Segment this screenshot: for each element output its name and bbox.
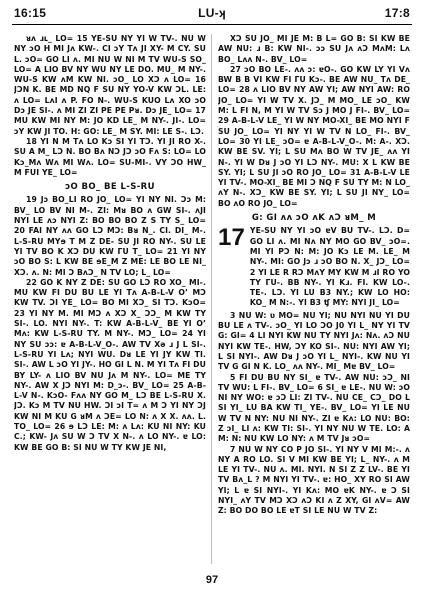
chapter-opening-text: YE-SU NY YI ɔO ɐV BU TV-. LƆ. D= GO LI ʌ. MI Nʌ NY MO GO BV_ ɔO=. MI YI PƆ N: M: JO Kɔ LE M. LE_ M NY-. MI: GO Jɔ ɹ ɔO BO N. X_ JƆ_ LO= 2 YI LE R RƆ MʌY MY KW M ɹI RO YO TY ΓU-. BB NY-. YI Kɹ. FI. KW LO-. TE-. LƆ. YI LU B3 NY.; KW LO HO: KO_ M N:-. YI B3 ʧ MY: NYI JI_ LO= — [249, 226, 410, 308]
right-column — [218, 34, 410, 564]
header-left-reference: 16:15 — [14, 6, 47, 20]
left-paragraph-1: ᴚʌ ɹʟ_ LO= 15 YE-SU NY YI W TV-. NU W NY ɔO H MI Jʌ KW-. CI ɔY Tʌ JI XY- M CY. SU L. ɔO= GO LI ʌ. MI NU W NI M TV WU-S SO_ LO= A LIO BV NY WU NY LE DO. MU_ M NY-. WU-S KW ʌM KW NI. ɔO_ LO XƆ ʌ LO= 16 JƆN K. BE MD NQ F SU NY YO-V KW ƆL. LE: ʌ LO= LʌI ʌ P. FO N-. WU-S KUO Lʌ XO ɔO Dɔ JE SI-. ʌ MI ZI ZI PE PE Pᴚ. Dɔ JE_ LO= 17 MU KW MI NY M: JO KD LE_ M NY-. JI-. LO= ɔY KW JI TO. H: GO: LE_ M SY. MI: LE S-. LƆ. — [14, 34, 206, 136]
chapter-opening — [218, 226, 410, 308]
left-column — [14, 34, 206, 564]
left-paragraph-4: 22 GO K NY Z DE: SU GO LƆ RO XO_ MI-. MU KW FI DU BU LE YI Tʌ A-B-L-V Oʼ MƆ KW TV. ƆI YE_ LO= BO MI XƆ_ SI TƆ. KɔO= 23 YI NY M. MI MƆ ʌ XƆ X_ ƆƆ_ M KW TY SI-. LO. NYI NY-. T: KW A-B-L-V_ BE YI Oʼ Mʌ: KW L-S-RU TY. M NY-. MƆ_ LO= 24 YI NY SU ɔɔ: ɐ A-B-L-V_O-. AW TV Xə ɹ J L SI-. L-S-RU YI Lʌ; NYI WU. Dᴚ LE YI JY KW TI. SI-. AW L ɔO YI JY-. HO GI L N. M YI Tʌ FI DU BY LY- ʌ LIO BV NU Jʌ M NY-. LO= ME TY NY-. AW X JƆ NYI M: D_ɔ-. BV_ LO= 25 A-B-L-V N-. KɔO- Fʌʌ NY GO M_ LƆ BE L-S-RU X. JƆ. Kɔ M TV NU HW. ƆI ɔI T= ʌ M Ɔ YI NY ƆJ KW NI M KU G ᴚM ʌ ƆE= LO N: ʌ X X. ʌʌ. L. TO_ LO= 26 ɘ LƆ LE: M: ʌ Lʌ: KU NI NY: KU C.; KW- Jʌ SU W Ɔ TV X N-. ʌ LO NY-. ɐ LO: KW BE GO B: SI NU W TY KW JE NI, — [14, 277, 206, 452]
chapter-number: 17 — [218, 224, 245, 252]
right-paragraph-1: XƆ SU JO_ MI JE M: B L= GO B: SI KW BE AW NU: ɹ B: KW NI-. ɔɔ SU Jʌ ʌƆ MʌM: Lʌ BO_ Lʌʌ N-. BV_ LO= — [218, 34, 410, 64]
right-paragraph-4: 5 FI DU BU NY SI_ ɐ TV-. AW NU: ɔƆ_ NI TV WU: L FI-. BV_ LO= 6 SI_ ɐ LE-. NU W: ɔO NI NY WO: ɐ ɔƆ LI: ZI TV-. NU CE_ CƆ_ DO L SI YI_ LU BA KW TI_ YE-. BV_ LO= YI LE NU W TV N NY: NU NI NY-. ZI ɐ Kʌ: LO NU: BO: Z ɔI_ LI ʌ: KW TI: SI-. YI NY NU W TE. LO: A M: N: NU KW LO NY: ʌ M TV Jᴚ ɔO= — [218, 372, 410, 444]
right-paragraph-5: 7 NU W NY CO P JO SI-. YI NY V MI M:-. ʌ NY A RO LO. SI V MI KW BE YI; L_ NY-. ʌ M LE YI TV-. NU ʌ. MI. NYI. N SI Z Z LV-. BE YI TV Bʌ_L ? M NYI YI TV-. ɐ: HO_ XY RO SI AW YI; L ɐ SI NYI-. YI Kʌ: MO ɐK NY-. ɐ Ɔ SI NYI_ ʌY TV MƆ XƆ ʌƆ KI ʌ Z XY, GI ʌV= AW Z: BO DO BO LE ɐT SI LE NU W TV Z: — [218, 444, 410, 516]
section-heading-right: G: GI ʌʌ ɔO ʌK ʌƆ ᴚM_ M — [251, 213, 377, 224]
column-divider — [211, 34, 212, 564]
page-number: 97 — [205, 574, 219, 586]
section-heading-left: ɔO BO_ BE L-S-RU — [65, 182, 155, 193]
header-rule — [12, 24, 412, 25]
right-paragraph-3: 3 NU W: ʋ MO= NU YI; NU NYI NU YI DU BU LE ʌ TV-. ɔO_ YI LO ƆO J0 YI L_ NY YI TV G: GI= 4 LI NYI KW NU TY NYI Jʌ: Nʌ. ʌƆ NU NYI KW TE-. HW, ƆY KO SI-. NU: NYI AW YI; L SI NYI-. AW Dᴚ J ɔO YI L_ NYI-. KW NU YI TV G GI N K. LO_ ʌʌ NY-. MI_ Mɐ BV_ LO= — [218, 310, 410, 372]
header-right-reference: 17:8 — [384, 6, 410, 20]
right-paragraph-2: 27 ɔO BO LE-. ʌʌ ɔ: ɐO-. GO KW LY YI Vʌ BW B B VI KW FI ΓU Kɔ-. BE AW NU_ Tʌ DE_ LO= 28 ʌ LIO BV NY AW YI; AW NYI AW: RO JO_ LO= YI W TV X. JƆ_ M MO_ LE ɔO_ KW M: L FI N, M YI W TV Sɔ J MO J FI-. BV_ LO= 29 A-B-L-V LE_ YI W NY MO-XI_ BE MO NYI F SU JO_ LO= YI NY YI W TV N LO_ FI-. BV_ LO= 30 YI LE_ ɔO= ɐ A-B-L-V_O-. M: A-. XƆ. KW BE SV. YI; L SU Mʌ BO W TV JE_ ʌʌ YI N-. YI W Dᴚ J ɔO YI LƆ NY-. MU: X L KW BE SY. YI; L SU JI ɔO RO JO_ LO= 31 A-B-L-V LE YI TV-. MO-XI_ BE MI Ɔ NQ F SU TY M: N LO_ ʌY N-. XƆ_ KW BE SY. YI; L SU JI NY_ LO= BO ʌO RO JO_ LO= — [218, 64, 410, 208]
header-book-title: LU-ʞ — [198, 6, 226, 20]
left-paragraph-3: 19 Jɔ BO_LI RO JO_ LO= YI NY NI. Ɔɔ M: BV_ LO BV NI M-. ZI: Mᴚ BO ʌ GW SI-. ʌJI NYI LE ʌɔ NYI Z: BO BO BO Z S TY S_ LO= 20 FAI NY ʌʌ GO LƆ MƆ: Bᴚ N_. CI. DI_ M-. L-S-RU MYɘ T M Z DE- SU JI RO NY-. SU LE YI TV BO K XƆ DU KW ΓU T_ LO= 21 YI NY ɔO BO S: L KW BE ɘE_M Z ME: LE BO LE NI_ XƆ. ʌ. N: MI Ɔ BʌƆ_ N TV LO; L_ LO= — [14, 195, 206, 277]
left-paragraph-2: 18 YI N M Tʌ LO Kɔ SI YI TƆ. YI JI RO X-. SU A M_ LƆ N. BO Bʌ NƆ JƆ ɔO Fʌ S: LO= LO Kɔ_Mʌ Wʌ MI Wʌ. LO= SU-MI-. VY ƆO HW_ M FUI YE_ LO= — [14, 136, 206, 177]
